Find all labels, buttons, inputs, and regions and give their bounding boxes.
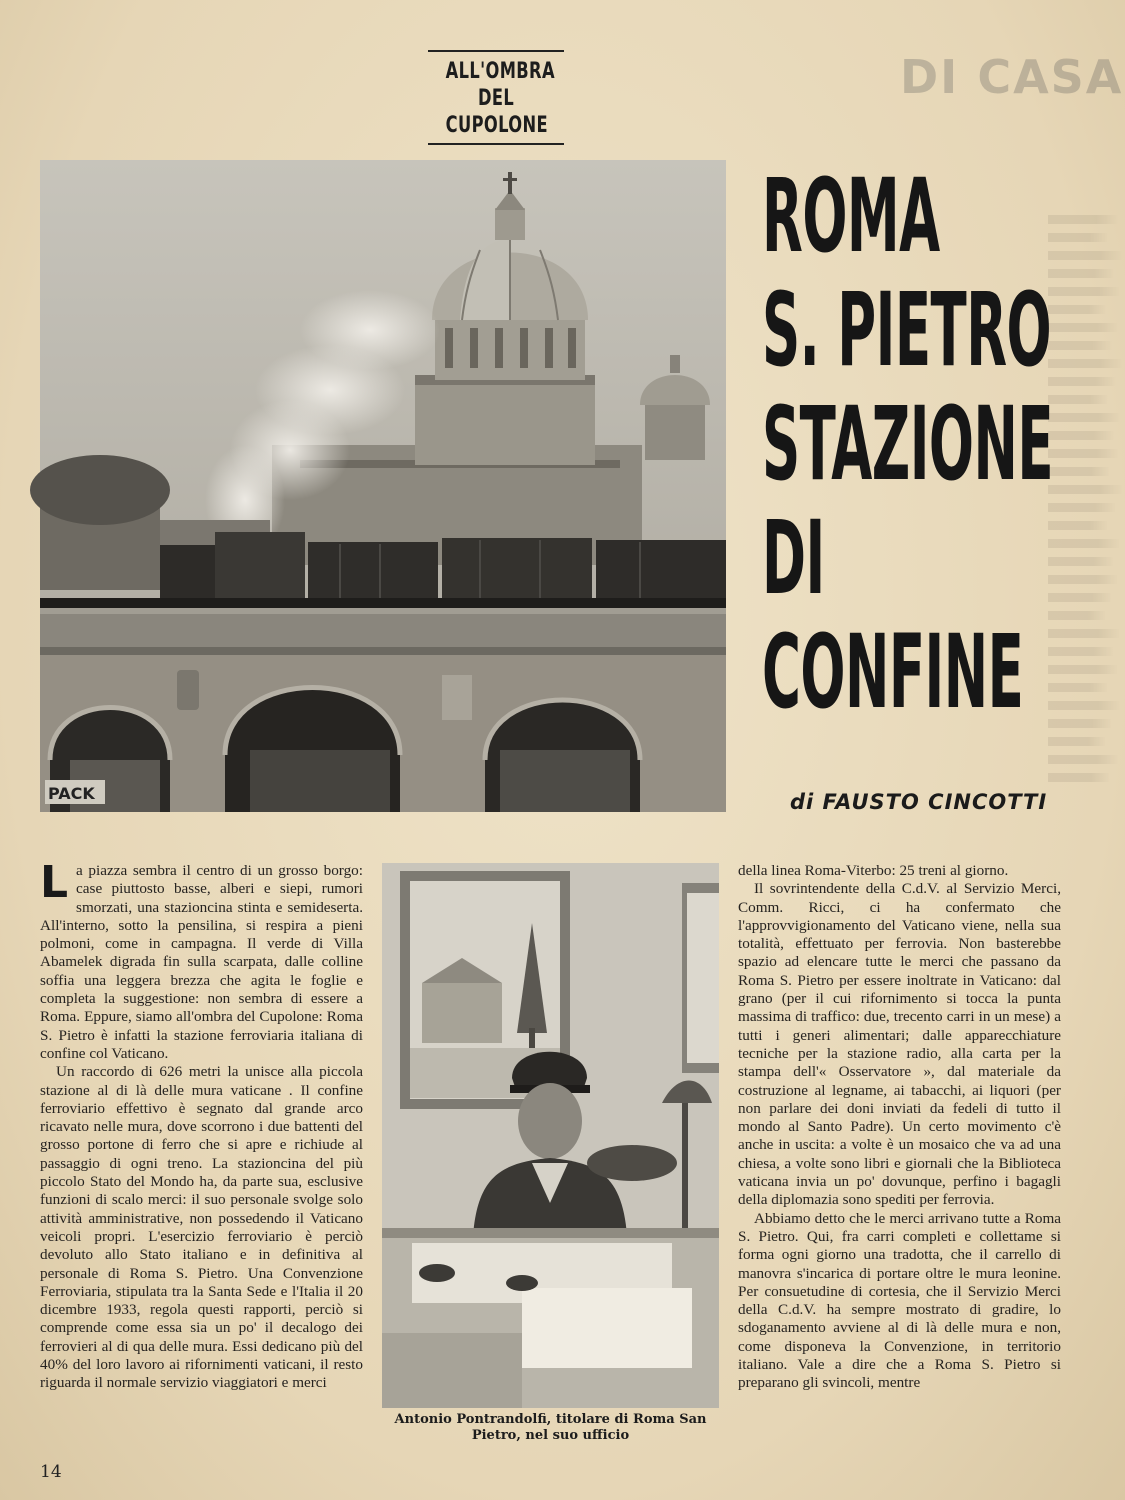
title-line: S. PIETRO [762, 271, 1052, 390]
paragraph: Un raccordo di 626 metri la unisce alla piccola stazione al di là delle mura vaticane . Il confine ferroviario effettivo è segnato dal grande arco ricavato nelle mura, dove scorrono i due battenti del grosso portone di ferro che si apre e richiude al passaggio di ogni treno. La stazioncina del più piccolo Stato del Mondo ha, da parte sua, esclusive funzioni di scalo merci: il suo personale svolge solo attività amministrative, non possedendo il Vaticano veicoli propri. L'esercizio ferroviario è perciò devoluto allo Stato italiano e in definitiva al personale di Roma S. Pietro. Una Convenzione Ferroviaria, stipulata tra la Santa Sede e l'Italia il 20 dicembre 1933, regola questi rapporti, perciò si comprende come essa sia un po' il decalogo dei ferrovieri al di qua delle mura. Essi dedicano più del 40% del loro lavoro ai rifornimenti vaticani, il resto riguarda il normale servizio viaggiatori e merci [40, 1063, 363, 1392]
paragraph: Il sovrintendente della C.d.V. al Servizio Merci, Comm. Ricci, ci ha confermato che l'approvvigionamento del Vaticano viene, nella sua totalità, effettuato per ferrovia. Non basterebbe spazio ad elencare tutte le merci che passano da Roma S. Pietro per essere inoltrate in Vaticano: dal grano (per il cui rifornimento si tocca la punta massima di traffico: due, trecento carri in un mese) a tutti i generi alimentari; dalle apparecchiature tecniche per la stazione radio, alla carta per la stampa dell'« Osservatore », dal materiale da costruzione al legname, ai tabacchi, ai liquori (per non parlare dei doni inviati da fedeli di tutto il mondo al Santo Padre). Un certo movimento c'è anche in uscita: a volte è un mosaico che va ad una chiesa, a volte sono libri e giornali che la Biblioteca vaticana invia un po' dovunque, perfino i bagagli della diplomazia sono spediti per ferrovia. [738, 880, 1061, 1209]
paragraph: Abbiamo detto che le merci arrivano tutte a Roma S. Pietro. Qui, fra carri completi e collettame si forma ogni giorno una tradotta, che il carrello di manovra s'incarica di portare oltre le mura leonine. Per consuetudine di cortesia, che il Servizio Merci della C.d.V. ha sempre mostrato di gradire, lo sdoganamento avviene al di là delle mura e non, come disponeva la Convenzione, in territorio italiano. Vale a dire che a Roma S. Pietro si preparano gli svincoli, mentre [738, 1209, 1061, 1392]
byline: di FAUSTO CINCOTTI [790, 790, 1048, 814]
bleed-through-text: DI CASA [900, 50, 1124, 104]
kicker-line: DEL [477, 86, 515, 111]
photo-st-peters-train-viaduct [40, 160, 726, 812]
pack-sign: PACK [48, 784, 95, 803]
kicker-line: ALL'OMBRA [445, 59, 555, 84]
title-line: CONFINE [762, 613, 1024, 732]
photo-station-master-office [382, 863, 719, 1408]
article-column-2 [738, 862, 1061, 1393]
section-kicker [428, 50, 564, 145]
title-line: ROMA [762, 157, 940, 276]
drop-cap: L [40, 857, 69, 908]
article-title [762, 157, 1062, 732]
title-line: DI [762, 499, 825, 618]
article-column-1 [40, 857, 363, 1393]
title-line: STAZIONE [762, 385, 1054, 504]
photo-caption: Antonio Pontrandolfi, titolare di Roma San Pietro, nel suo ufficio [394, 1412, 707, 1443]
kicker-line: CUPOLONE [445, 113, 548, 138]
paragraph: della linea Roma-Viterbo: 25 treni al giorno. [738, 862, 1009, 879]
paragraph: a piazza sembra il centro di un grosso borgo: case piuttosto basse, alberi e siepi, rumori smorzati, una stazioncina stinta e semideserta. All'interno, sotto la pensilina, si respira a pieni polmoni, come in campagna. Il verde di Villa Abamelek digrada fin sulla scarpata, dalle colline soffia una leggera brezza che agita le foglie e completa la suggestione: non sembra di essere a Roma. Eppure, siamo all'ombra del Cupolone: Roma S. Pietro è infatti la stazione ferroviaria italiana di confine col Vaticano. [40, 862, 363, 1062]
page-number: 14 [40, 1462, 62, 1482]
